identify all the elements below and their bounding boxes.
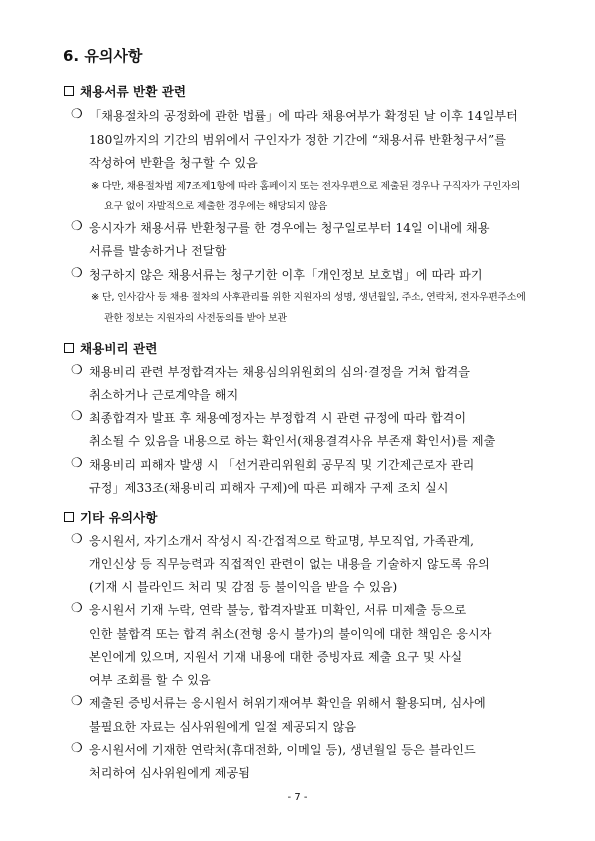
- square-checkbox-icon: [64, 343, 74, 353]
- bullet-circle-icon: ❍: [71, 409, 83, 424]
- note-line: ※ 다만, 채용절차법 제7조제1항에 따라 홈페이지 또는 전자우편으로 제출된 경우나 구직자가 구인자의: [91, 181, 521, 192]
- body-line: 규정」제33조(채용비리 피해자 구제)에 따른 피해자 구제 조치 실시: [89, 481, 449, 495]
- body-line: 서류를 발송하거나 전달함: [89, 244, 227, 258]
- bullet-circle-icon: ❍: [71, 741, 83, 756]
- body-line: 여부 조회를 할 수 있음: [89, 673, 211, 687]
- body-line: 개인신상 등 직무능력과 직접적인 관련이 없는 내용을 기술하지 않도록 유의: [89, 557, 490, 571]
- page-number: - 7 -: [287, 792, 308, 803]
- body-line: 불필요한 자료는 심사위원에게 일절 제공되지 않음: [89, 720, 357, 734]
- bullet-circle-icon: ❍: [71, 266, 83, 281]
- section-heading-other-notes: 기타 유의사항: [64, 507, 157, 526]
- body-line: 「채용절차의 공정화에 관한 법률」에 따라 채용여부가 확정된 날 이후 14일부터: [89, 109, 518, 123]
- bullet-circle-icon: ❍: [71, 532, 83, 547]
- body-line: (기재 시 블라인드 처리 및 감점 등 불이익을 받을 수 있음): [89, 580, 398, 594]
- note-line: ※ 단, 인사감사 등 채용 절차의 사후관리를 위한 지원자의 성명, 생년월일, 주소, 연락처, 전자우편주소에: [91, 292, 526, 303]
- body-line: 응시원서 기재 누락, 연락 불능, 합격자발표 미확인, 서류 미제출 등으로: [89, 603, 467, 617]
- bullet-circle-icon: ❍: [71, 107, 83, 122]
- body-line: 최종합격자 발표 후 채용예정자는 부정합격 시 관련 규정에 따라 합격이: [89, 411, 467, 425]
- square-checkbox-icon: [64, 86, 74, 96]
- bullet-circle-icon: ❍: [71, 219, 83, 234]
- body-line: 응시자가 채용서류 반환청구를 한 경우에는 청구일로부터 14일 이내에 채용: [89, 221, 490, 235]
- body-line: 작성하여 반환을 청구할 수 있음: [89, 156, 258, 170]
- body-line: 본인에게 있으며, 지원서 기재 내용에 대한 증빙자료 제출 요구 및 사실: [89, 650, 463, 664]
- page-title: 6. 유의사항: [63, 47, 143, 65]
- body-line: 응시원서, 자기소개서 작성시 직·간접적으로 학교명, 부모직업, 가족관계,: [89, 534, 475, 548]
- body-line: 처리하여 심사위원에게 제공됨: [89, 766, 251, 780]
- section-heading-document-return: 채용서류 반환 관련: [64, 81, 186, 100]
- section-heading-hiring-corruption: 채용비리 관련: [64, 338, 157, 357]
- bullet-circle-icon: ❍: [71, 601, 83, 616]
- body-line: 채용비리 피해자 발생 시 「선거관리위원회 공무직 및 기간제근로자 관리: [89, 458, 475, 472]
- bullet-circle-icon: ❍: [71, 456, 83, 471]
- body-line: 청구하지 않은 채용서류는 청구기한 이후「개인정보 보호법」에 따라 파기: [89, 268, 483, 282]
- note-line: 요구 없이 자발적으로 제출한 경우에는 해당되지 않음: [104, 201, 328, 212]
- body-line: 응시원서에 기재한 연락처(휴대전화, 이메일 등), 생년월일 등은 블라인드: [89, 743, 476, 757]
- square-checkbox-icon: [64, 512, 74, 522]
- bullet-circle-icon: ❍: [71, 694, 83, 709]
- note-line: 관한 정보는 지원자의 사전동의를 받아 보관: [104, 313, 287, 324]
- bullet-circle-icon: ❍: [71, 363, 83, 378]
- body-line: 180일까지의 기간의 범위에서 구인자가 정한 기간에 “채용서류 반환청구서”를: [89, 133, 507, 147]
- body-line: 취소하거나 근로계약을 해지: [89, 388, 239, 402]
- body-line: 제출된 증빙서류는 응시원서 허위기재여부 확인을 위해서 활용되며, 심사에: [89, 696, 486, 710]
- body-line: 취소될 수 있음을 내용으로 하는 확인서(채용결격사유 부존재 확인서)를 제출: [89, 434, 496, 448]
- body-line: 채용비리 관련 부정합격자는 채용심의위원회의 심의·결정을 거쳐 합격을: [89, 365, 471, 379]
- body-line: 인한 불합격 또는 합격 취소(전형 응시 불가)의 불이익에 대한 책임은 응시자: [89, 627, 492, 641]
